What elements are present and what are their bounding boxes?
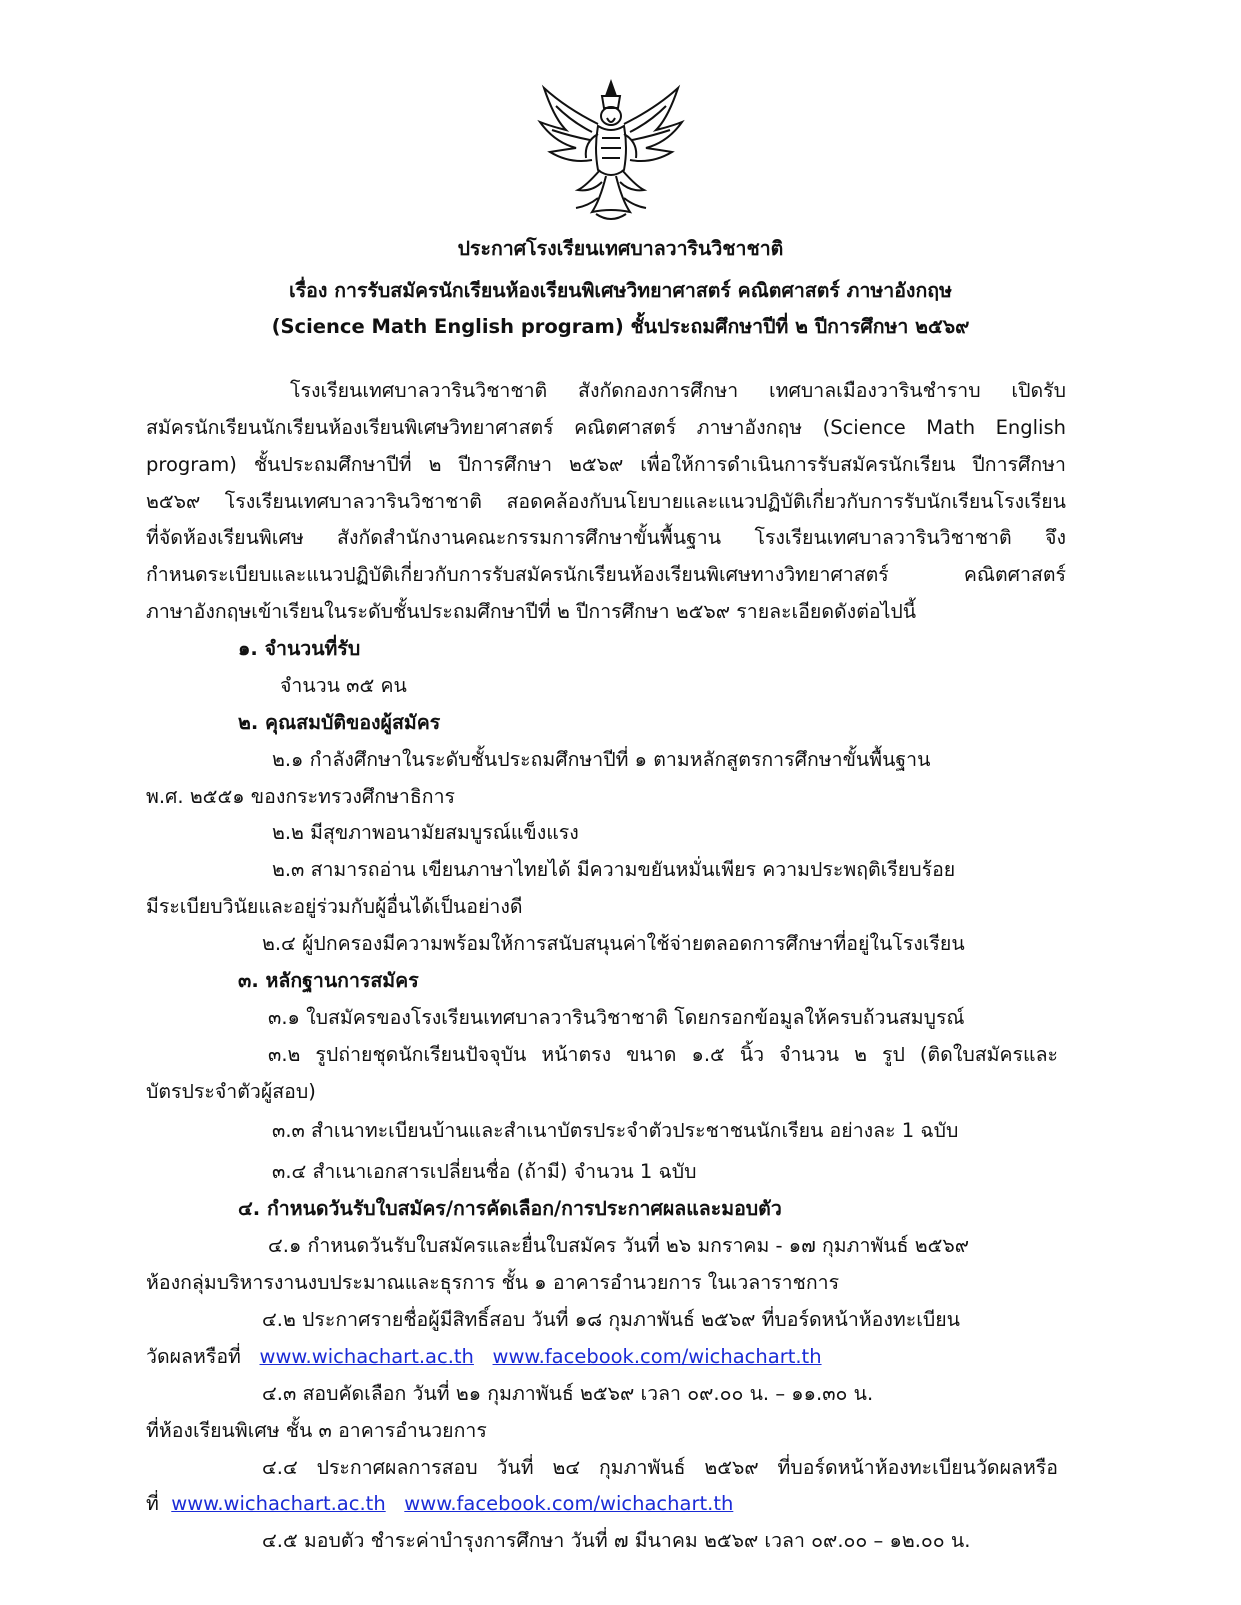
garuda-emblem-icon xyxy=(536,78,686,228)
intro-line: ที่จัดห้องเรียนพิเศษ สังกัดสำนักงานคณะกรรมการศึกษาขั้นพื้นฐาน โรงเรียนเทศบาลวารินวิชาชาติ จึง xyxy=(146,526,1066,549)
intro-line: สมัครนักเรียนนักเรียนห้องเรียนพิเศษวิทยาศาสตร์ คณิตศาสตร์ ภาษาอังกฤษ (Science Math English xyxy=(146,416,1066,439)
section-3-item-cont: บัตรประจำตัวผู้สอบ) xyxy=(146,1080,316,1103)
section-4-item-cont xyxy=(146,1489,733,1519)
document-title: ประกาศโรงเรียนเทศบาลวารินวิชาชาติ xyxy=(457,237,784,260)
document-program: (Science Math English program) ชั้นประถมศึกษาปีที่ ๒ ปีการศึกษา ๒๕๖๙ xyxy=(271,315,970,338)
section-2-item: ๒.๒ มีสุขภาพอนามัยสมบูรณ์แข็งแรง xyxy=(272,821,579,844)
section-4-heading: ๔. กำหนดวันรับใบสมัคร/การคัดเลือก/การประกาศผลและมอบตัว xyxy=(238,1197,782,1220)
section-1-text: จำนวน ๓๕ คน xyxy=(280,674,407,697)
section-3-item: ๓.๔ สำเนาเอกสารเปลี่ยนชื่อ (ถ้ามี) จำนวน 1 ฉบับ xyxy=(272,1160,697,1183)
intro-line: program) ชั้นประถมศึกษาปีที่ ๒ ปีการศึกษา ๒๕๖๙ เพื่อให้การดำเนินการรับสมัครนักเรียน ปีการศึกษา xyxy=(146,453,1066,476)
school-website-link[interactable]: www.wichachart.ac.th xyxy=(171,1492,386,1515)
school-website-link[interactable]: www.wichachart.ac.th xyxy=(259,1345,474,1368)
link-prefix: ที่ xyxy=(146,1492,159,1515)
section-4-item-cont xyxy=(146,1342,822,1372)
intro-line: ๒๕๖๙ โรงเรียนเทศบาลวารินวิชาชาติ สอดคล้องกับนโยบายและแนวปฏิบัติเกี่ยวกับการรับนักเรียนโรงเรียน xyxy=(146,490,1066,513)
section-4-item: ๔.๓ สอบคัดเลือก วันที่ ๒๑ กุมภาพันธ์ ๒๕๖๙ เวลา ๐๙.๐๐ น. – ๑๑.๓๐ น. xyxy=(262,1382,874,1405)
section-3-heading: ๓. หลักฐานการสมัคร xyxy=(238,969,419,992)
section-4-item: ๔.๒ ประกาศรายชื่อผู้มีสิทธิ์สอบ วันที่ ๑๘ กุมภาพันธ์ ๒๕๖๙ ที่บอร์ดหน้าห้องทะเบียน xyxy=(262,1308,960,1331)
section-4-item: ๔.๑ กำหนดวันรับใบสมัครและยื่นใบสมัคร วันที่ ๒๖ มกราคม - ๑๗ กุมภาพันธ์ ๒๕๖๙ xyxy=(268,1234,970,1257)
section-3-item: ๓.๓ สำเนาทะเบียนบ้านและสำเนาบัตรประจำตัวประชาชนนักเรียน อย่างละ 1 ฉบับ xyxy=(272,1119,959,1142)
section-2-heading: ๒. คุณสมบัติของผู้สมัคร xyxy=(238,711,441,734)
section-3-item: ๓.๒ รูปถ่ายชุดนักเรียนปัจจุบัน หน้าตรง ขนาด ๑.๕ นิ้ว จำนวน ๒ รูป (ติดใบสมัครและ xyxy=(268,1043,1058,1066)
section-2-item: ๒.๓ สามารถอ่าน เขียนภาษาไทยได้ มีความขยันหมั่นเพียร ความประพฤติเรียบร้อย xyxy=(272,858,956,881)
section-4-item-cont: ที่ห้องเรียนพิเศษ ชั้น ๓ อาคารอำนวยการ xyxy=(146,1419,487,1442)
section-2-item-cont: มีระเบียบวินัยและอยู่ร่วมกับผู้อื่นได้เป็นอย่างดี xyxy=(146,895,523,918)
facebook-page-link[interactable]: www.facebook.com/wichachart.th xyxy=(492,1345,822,1368)
section-4-item: ๔.๔ ประกาศผลการสอบ วันที่ ๒๔ กุมภาพันธ์ ๒๕๖๙ ที่บอร์ดหน้าห้องทะเบียนวัดผลหรือ xyxy=(262,1456,1058,1479)
section-2-item: ๒.๔ ผู้ปกครองมีความพร้อมให้การสนับสนุนค่าใช้จ่ายตลอดการศึกษาที่อยู่ในโรงเรียน xyxy=(262,932,965,955)
section-4-item-cont: ห้องกลุ่มบริหารงานงบประมาณและธุรการ ชั้น ๑ อาคารอำนวยการ ในเวลาราชการ xyxy=(146,1271,840,1294)
section-2-item-cont: พ.ศ. ๒๕๕๑ ของกระทรวงศึกษาธิการ xyxy=(146,785,456,808)
document-subject: เรื่อง การรับสมัครนักเรียนห้องเรียนพิเศษวิทยาศาสตร์ คณิตศาสตร์ ภาษาอังกฤษ xyxy=(289,279,952,302)
intro-line: ภาษาอังกฤษเข้าเรียนในระดับชั้นประถมศึกษาปีที่ ๒ ปีการศึกษา ๒๕๖๙ รายละเอียดดังต่อไปนี้ xyxy=(146,600,917,623)
section-2-item: ๒.๑ กำลังศึกษาในระดับชั้นประถมศึกษาปีที่ ๑ ตามหลักสูตรการศึกษาขั้นพื้นฐาน xyxy=(272,748,931,771)
link-prefix: วัดผลหรือที่ xyxy=(146,1345,241,1368)
intro-line: กำหนดระเบียบและแนวปฏิบัติเกี่ยวกับการรับสมัครนักเรียนห้องเรียนพิเศษทางวิทยาศาสตร์ คณิตศาสตร์ xyxy=(146,563,1066,586)
intro-line: โรงเรียนเทศบาลวารินวิชาชาติ สังกัดกองการศึกษา เทศบาลเมืองวารินชำราบ เปิดรับ xyxy=(290,379,1066,402)
section-4-item: ๔.๕ มอบตัว ชำระค่าบำรุงการศึกษา วันที่ ๗ มีนาคม ๒๕๖๙ เวลา ๐๙.๐๐ – ๑๒.๐๐ น. xyxy=(262,1529,971,1552)
section-3-item: ๓.๑ ใบสมัครของโรงเรียนเทศบาลวารินวิชาชาติ โดยกรอกข้อมูลให้ครบถ้วนสมบูรณ์ xyxy=(268,1006,965,1029)
facebook-page-link[interactable]: www.facebook.com/wichachart.th xyxy=(404,1492,734,1515)
section-1-heading: ๑. จำนวนที่รับ xyxy=(238,637,361,660)
